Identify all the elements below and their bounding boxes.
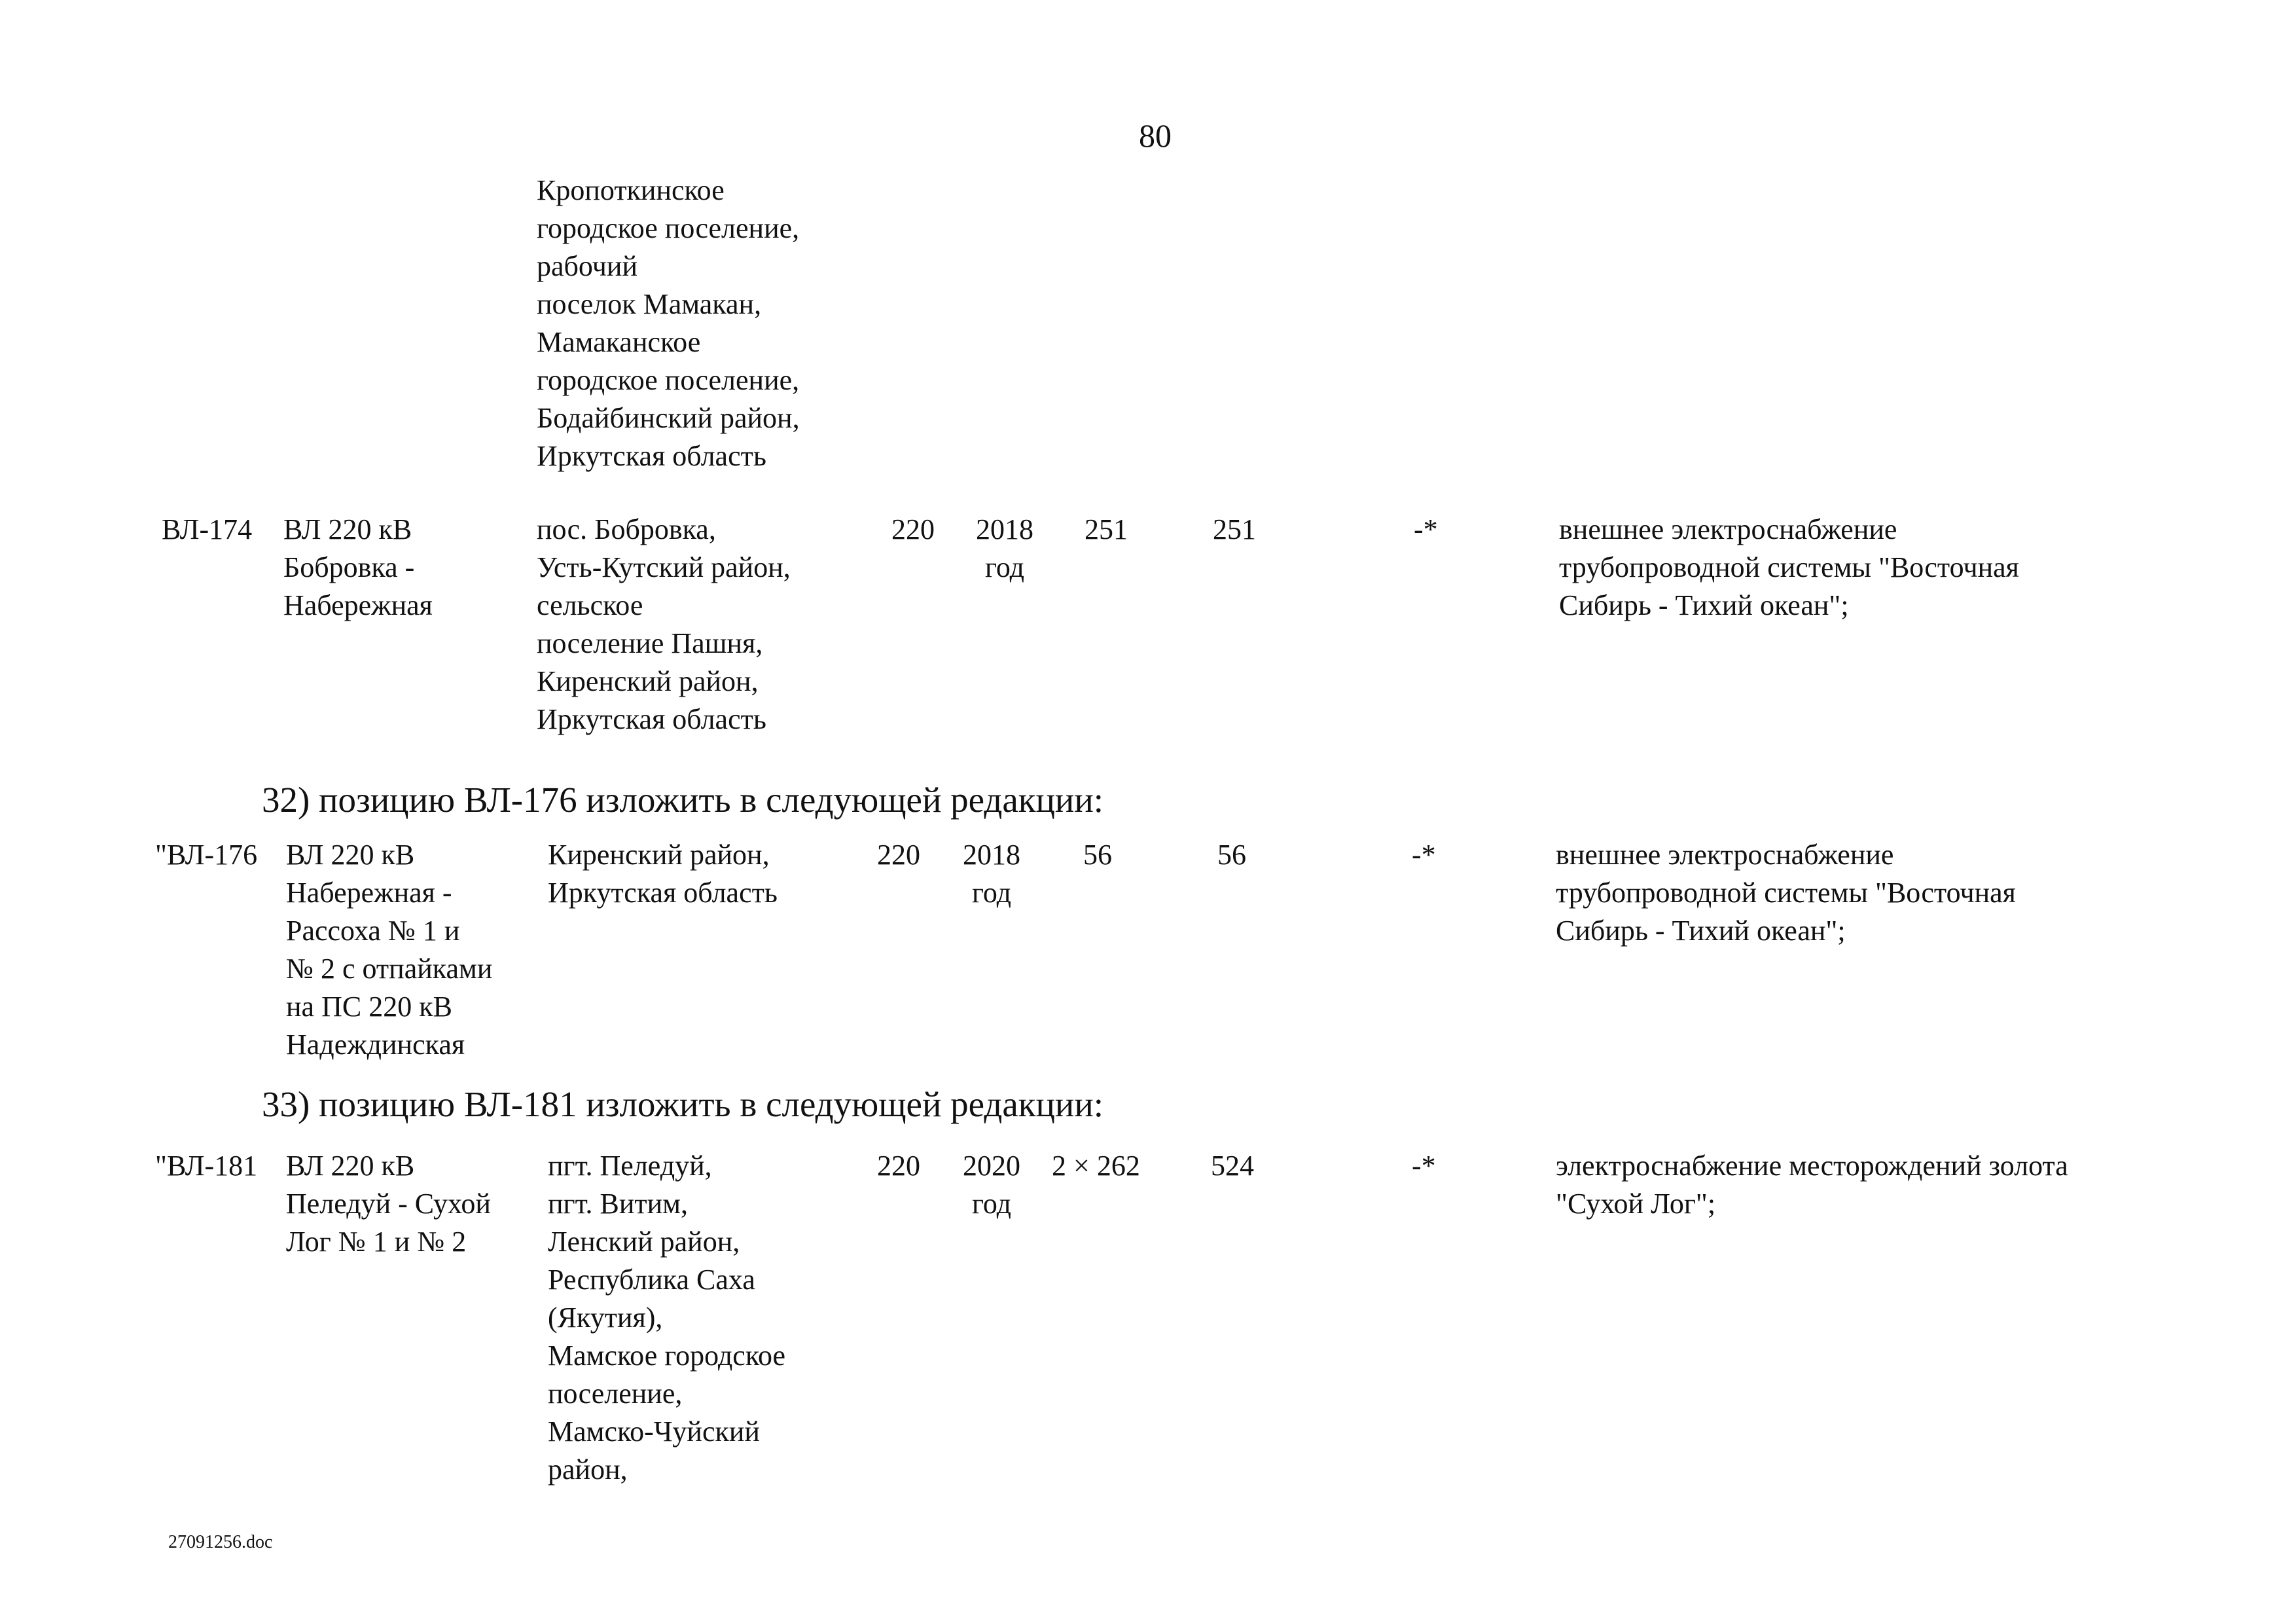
row-mark: -*	[1412, 1150, 1436, 1182]
row-mark: -*	[1412, 839, 1436, 871]
row-name: ВЛ 220 кВ Набережная - Рассоха № 1 и № 2 с отпайками на ПС 220 кВ Надеждинская	[286, 839, 493, 1061]
footer-doc-name: 27091256.doc	[168, 1532, 273, 1552]
page-number: 80	[1139, 117, 1172, 154]
row-name: ВЛ 220 кВ Бобровка - Набережная	[283, 513, 433, 621]
row-code: ВЛ-174	[162, 513, 253, 545]
row-purpose: электроснабжение месторождений золота "Сухой Лог";	[1556, 1150, 2068, 1220]
row-voltage: 220	[877, 839, 920, 871]
row-location: пос. Бобровка, Усть-Кутский район, сельское поселение Пашня, Киренский район, Иркутская область	[537, 513, 791, 735]
top-continuation-location: Кропоткинское городское поселение, рабочий поселок Мамакан, Мамаканское городское поселение, Бодайбинский район, Иркутская область	[537, 174, 800, 472]
row-mark: -*	[1414, 513, 1438, 545]
row-year: 2020 год	[963, 1150, 1020, 1220]
row-purpose: внешнее электроснабжение трубопроводной системы "Восточная Сибирь - Тихий океан";	[1559, 513, 2019, 621]
row-voltage: 220	[891, 513, 935, 545]
row-length: 56	[1083, 839, 1112, 871]
row-purpose: внешнее электроснабжение трубопроводной системы "Восточная Сибирь - Тихий океан";	[1556, 839, 2016, 947]
heading-32: 32) позицию ВЛ-176 изложить в следующей редакции:	[262, 780, 1104, 820]
row-year: 2018 год	[963, 839, 1020, 909]
row-total: 524	[1211, 1150, 1254, 1182]
row-length: 251	[1085, 513, 1128, 545]
row-voltage: 220	[877, 1150, 920, 1182]
row-location: Киренский район, Иркутская область	[548, 839, 778, 909]
row-code: "ВЛ-176	[155, 839, 258, 871]
row-length: 2 × 262	[1052, 1150, 1140, 1182]
row-total: 56	[1217, 839, 1246, 871]
row-code: "ВЛ-181	[155, 1150, 258, 1182]
row-location: пгт. Пеледуй, пгт. Витим, Ленский район, Республика Саха (Якутия), Мамское городское поселение, Мамско-Чуйский район,	[548, 1150, 786, 1486]
row-year: 2018 год	[976, 513, 1033, 583]
row-name: ВЛ 220 кВ Пеледуй - Сухой Лог № 1 и № 2	[286, 1150, 491, 1258]
row-total: 251	[1213, 513, 1256, 545]
heading-33: 33) позицию ВЛ-181 изложить в следующей редакции:	[262, 1084, 1104, 1124]
